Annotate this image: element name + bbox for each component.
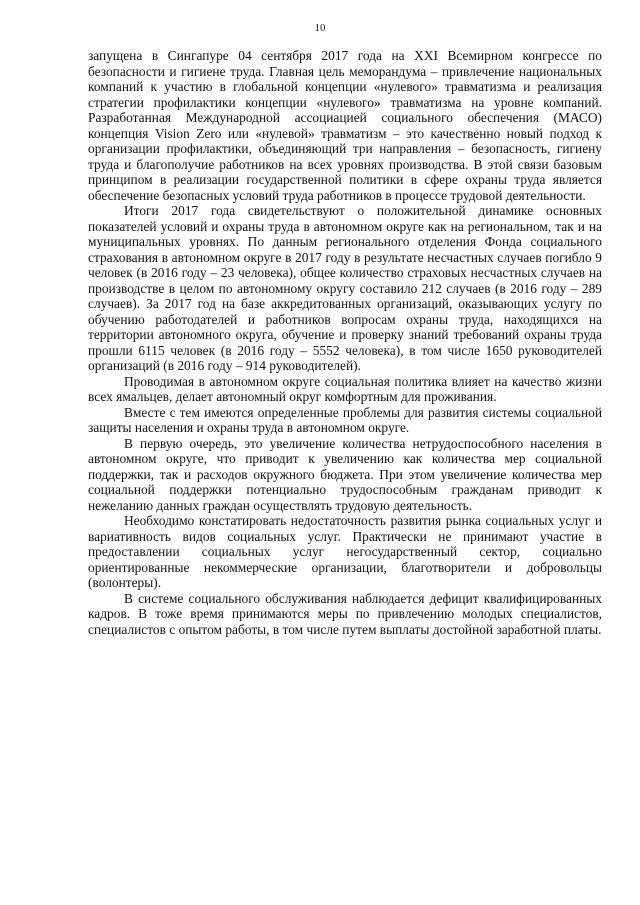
- paragraph-disabled-population: В первую очередь, это увеличение количества нетрудоспособного населения в автономном округе, что приводит к увеличению как количества мер социальной поддержки, так и расходов окружного бюджета. При этом увеличение количества мер социальной поддержки потенциально трудоспособным гражданам приводит к нежеланию данных граждан осуществлять трудовую деятельность.: [88, 435, 602, 513]
- paragraph-memorandum: запущена в Сингапуре 04 сентября 2017 года на XXI Всемирном конгрессе по безопасности и гигиене труда. Главная цель меморандума – привлечение национальных компаний к участию в глобальной концепции «нулевого» травматизма и реализация стратегии профилактики концепции «нулевого» травматизма на уровне компаний. Разработанная Международной ассоциацией социального обеспечения (МАСО) концепция Vision Zero или «нулевой» травматизм – это качественно новый подход к организации профилактики, объединяющий три направления – безопасность, гигиену труда и благополучие работников на всех уровнях производства. В этой связи базовым принципом в реализации государственной политики в сфере охраны труда является обеспечение безопасных условий труда работников в процессе трудовой деятельности.: [88, 48, 602, 203]
- paragraph-problems: Вместе с тем имеются определенные проблемы для развития системы социальной защиты населения и охраны труда в автономном округе.: [88, 404, 602, 435]
- paragraph-social-services-market: Необходимо констатировать недостаточность развития рынка социальных услуг и вариативность видов социальных услуг. Практически не принимают участие в предоставлении социальных услуг негосударственный сектор, социально ориентированные некоммерческие организации, благотворители и добровольцы (волонтеры).: [88, 513, 602, 590]
- page-number: 10: [314, 22, 326, 34]
- paragraph-social-policy: Проводимая в автономном округе социальная политика влияет на качество жизни всех ямальцев, делает автономный округ комфортным для проживания.: [88, 373, 602, 404]
- document-body: [88, 48, 602, 637]
- paragraph-results-2017: Итоги 2017 года свидетельствуют о положительной динамике основных показателей условий и охраны труда в автономном округе как на региональном, так и на муниципальных уровнях. По данным регионального отделения Фонда социального страхования в автономном округе в 2017 году в результате несчастных случаев погибло 9 человек (в 2016 году – 23 человека), общее количество страховых несчастных случаев на производстве в целом по автономному округу составило 212 случаев (в 2016 году – 289 случаев). За 2017 год на базе аккредитованных организаций, оказывающих услугу по обучению работодателей и работников вопросам охраны труда, находящихся на территории автономного округа, обучение и проверку знаний требований охраны труда прошли 6115 человек (в 2016 году – 5552 человека), в том числе 1650 руководителей организаций (в 2016 году – 914 руководителей).: [88, 203, 602, 373]
- paragraph-staff-shortage: В системе социального обслуживания наблюдается дефицит квалифицированных кадров. В тоже время принимаются меры по привлечению молодых специалистов, специалистов с опытом работы, в том числе путем выплаты достойной заработной платы.: [88, 590, 602, 637]
